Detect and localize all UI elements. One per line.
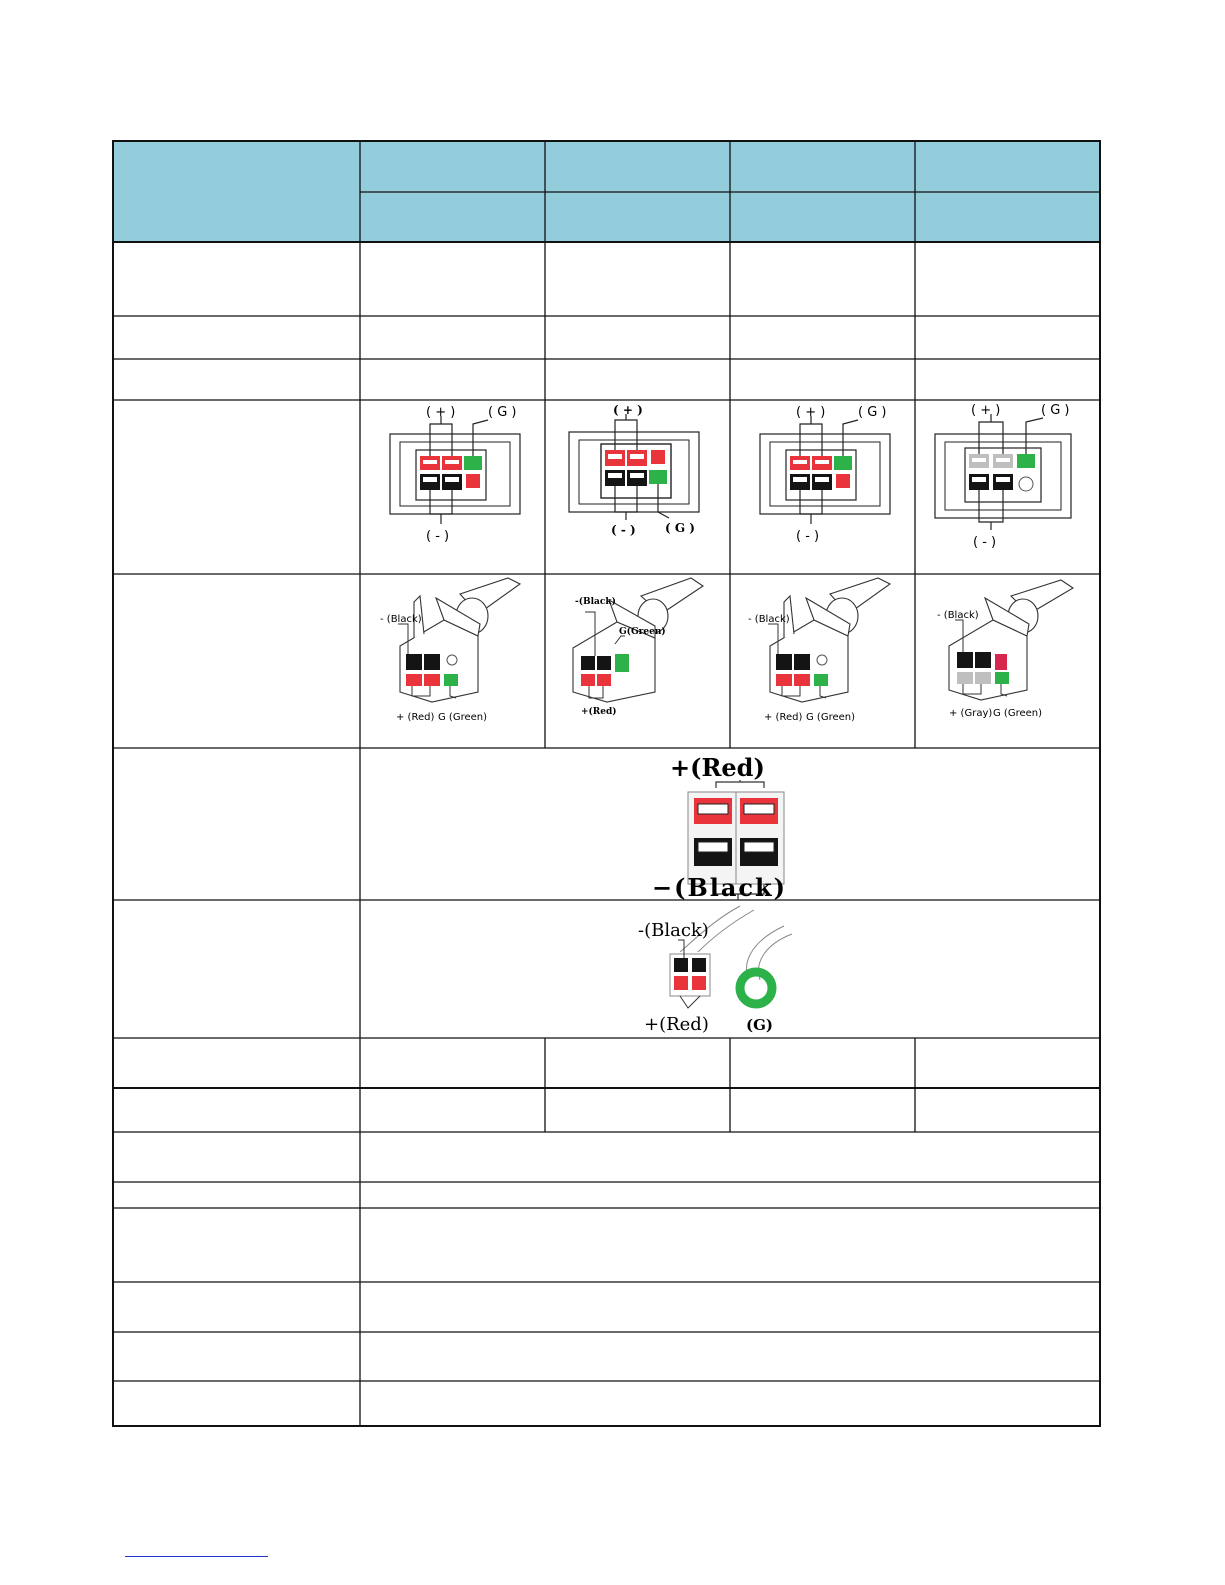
- minus-label: ( - ): [426, 529, 450, 544]
- polarity-plus-label: +(Red): [670, 753, 765, 782]
- neg-contact: [674, 958, 688, 972]
- gnd-label: G (Green): [438, 712, 488, 723]
- ground-label: ( G ): [858, 405, 887, 420]
- cable-pos-label: +(Red): [644, 1014, 709, 1035]
- plus-label: ( + ): [796, 405, 826, 420]
- table-rules: [114, 142, 1099, 1425]
- plug-view-illustration-1: [380, 578, 520, 723]
- plus-label: ( + ): [971, 403, 1001, 418]
- pos-label: + (Red): [396, 712, 435, 723]
- neg-label: - (Black): [380, 614, 422, 625]
- minus-label: ( - ): [796, 529, 820, 544]
- ground-label: ( G ): [488, 405, 517, 420]
- front-view-diagram-4: [935, 403, 1071, 550]
- footer-link-underline[interactable]: [125, 1556, 268, 1557]
- spec-table: [114, 142, 1099, 1425]
- ground-label: ( G ): [1041, 403, 1070, 418]
- gnd-contact: [464, 456, 482, 470]
- pos-label: +(Red): [581, 707, 617, 717]
- polarity-diagram: [652, 753, 787, 902]
- pos-label: + (Red): [764, 712, 803, 723]
- cable-gnd-label-visible: (G): [746, 1016, 774, 1034]
- pos-contact: [674, 976, 688, 990]
- pos-contact: [692, 976, 706, 990]
- gnd-label: G(Green): [619, 627, 666, 637]
- polarity-minus-label: −(Black): [652, 873, 788, 902]
- front-view-diagram-2: [569, 403, 699, 537]
- minus-label: ( - ): [611, 523, 636, 537]
- neg-label: -(Black): [575, 597, 616, 607]
- cable-neg-label: -(Black): [638, 920, 709, 941]
- gnd-label: G (Green): [806, 712, 856, 723]
- neg-label: - (Black): [748, 614, 790, 625]
- plug-view-illustration-4: [937, 580, 1073, 719]
- front-view-diagram-3: [760, 405, 890, 544]
- plus-label: ( + ): [613, 403, 643, 417]
- neg-contact: [692, 958, 706, 972]
- front-view-diagram-1: [390, 405, 520, 544]
- ground-ring-terminal: [740, 972, 772, 1004]
- neg-label: - (Black): [937, 610, 979, 621]
- plug-view-illustration-3: [748, 578, 890, 723]
- pos-label: + (Gray): [949, 708, 993, 719]
- gnd-label: G (Green): [993, 708, 1043, 719]
- plug-view-illustration-2: [573, 578, 703, 717]
- minus-label: ( - ): [973, 535, 997, 550]
- header-cell-label: [114, 142, 360, 242]
- spec-table-frame: [112, 140, 1101, 1427]
- plus-label: ( + ): [426, 405, 456, 420]
- cable-illustration: [638, 906, 792, 1035]
- ground-label: ( G ): [665, 521, 695, 535]
